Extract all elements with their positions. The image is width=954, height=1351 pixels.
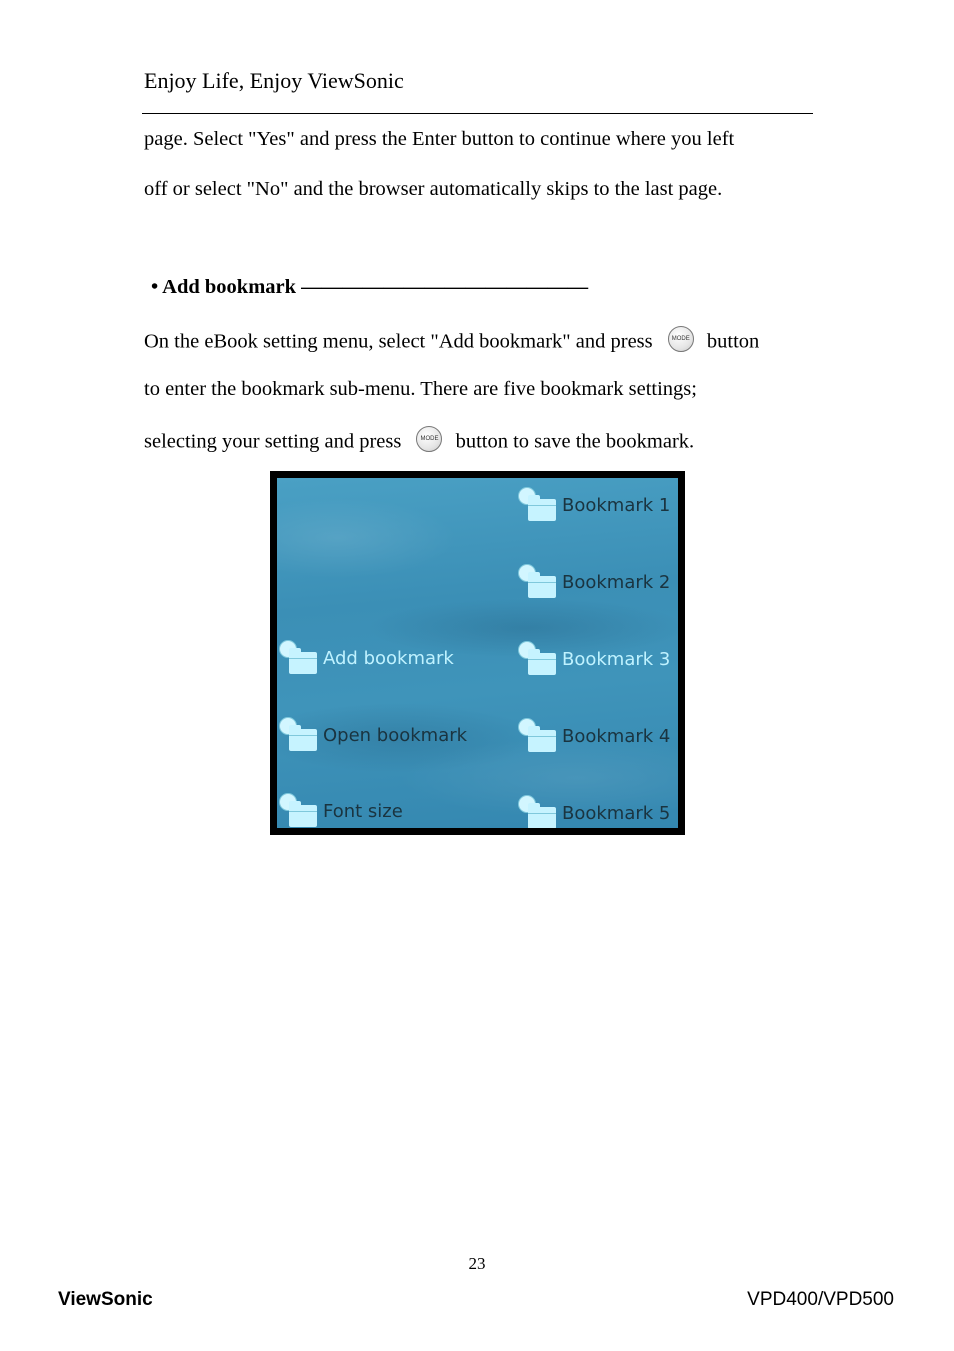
folder-wrench-icon — [518, 718, 558, 754]
folder-wrench-icon — [279, 640, 319, 676]
menu-item-bookmark-1[interactable] — [518, 487, 670, 523]
device-screenshot — [270, 471, 685, 835]
screen-background — [277, 478, 678, 828]
section-line-1 — [144, 330, 759, 356]
section-heading: • Add bookmark —————————————— — [151, 276, 589, 298]
page-header: Enjoy Life, Enjoy ViewSonic — [144, 68, 404, 93]
menu-item-label: Open bookmark — [323, 724, 468, 746]
menu-item-label: Bookmark 2 — [562, 571, 671, 593]
folder-wrench-icon — [518, 564, 558, 600]
menu-item-open-bookmark[interactable] — [279, 717, 467, 753]
folder-wrench-icon — [518, 487, 558, 523]
footer-model: VPD400/VPD500 — [747, 1289, 894, 1310]
footer-brand: ViewSonic — [58, 1289, 153, 1310]
section-line-2: to enter the bookmark sub-menu. There are five bookmark settings; — [144, 378, 697, 400]
folder-wrench-icon — [518, 795, 558, 828]
folder-wrench-icon — [279, 793, 319, 828]
menu-item-bookmark-2[interactable] — [518, 564, 670, 600]
menu-item-font-size[interactable] — [279, 793, 403, 828]
menu-item-bookmark-4[interactable] — [518, 718, 670, 754]
mode-button-icon: MODE — [416, 426, 442, 452]
intro-line-1: page. Select "Yes" and press the Enter button to continue where you left — [144, 128, 735, 150]
mode-button-icon: MODE — [668, 326, 694, 352]
menu-item-label: Font size — [323, 800, 403, 822]
section-line-3 — [144, 430, 694, 456]
section-line-3-tail: button to save the bookmark. — [455, 430, 695, 453]
menu-item-label: Bookmark 5 — [562, 802, 671, 824]
section-line-3-text: selecting your setting and press — [144, 430, 402, 453]
page-number: 23 — [468, 1254, 486, 1273]
folder-wrench-icon — [518, 641, 558, 677]
menu-item-label: Bookmark 4 — [562, 725, 671, 747]
header-rule — [142, 113, 813, 114]
section-line-1-tail: button — [706, 330, 760, 353]
menu-item-bookmark-5[interactable] — [518, 795, 670, 828]
section-line-1-text: On the eBook setting menu, select "Add bookmark" and press — [144, 330, 653, 353]
menu-item-label: Bookmark 3 — [562, 648, 671, 670]
folder-wrench-icon — [279, 717, 319, 753]
menu-item-add-bookmark[interactable] — [279, 640, 454, 676]
intro-line-2: off or select "No" and the browser automatically skips to the last page. — [144, 178, 723, 200]
menu-item-label: Add bookmark — [323, 647, 454, 669]
menu-item-label: Bookmark 1 — [562, 494, 671, 516]
menu-item-bookmark-3[interactable] — [518, 641, 670, 677]
